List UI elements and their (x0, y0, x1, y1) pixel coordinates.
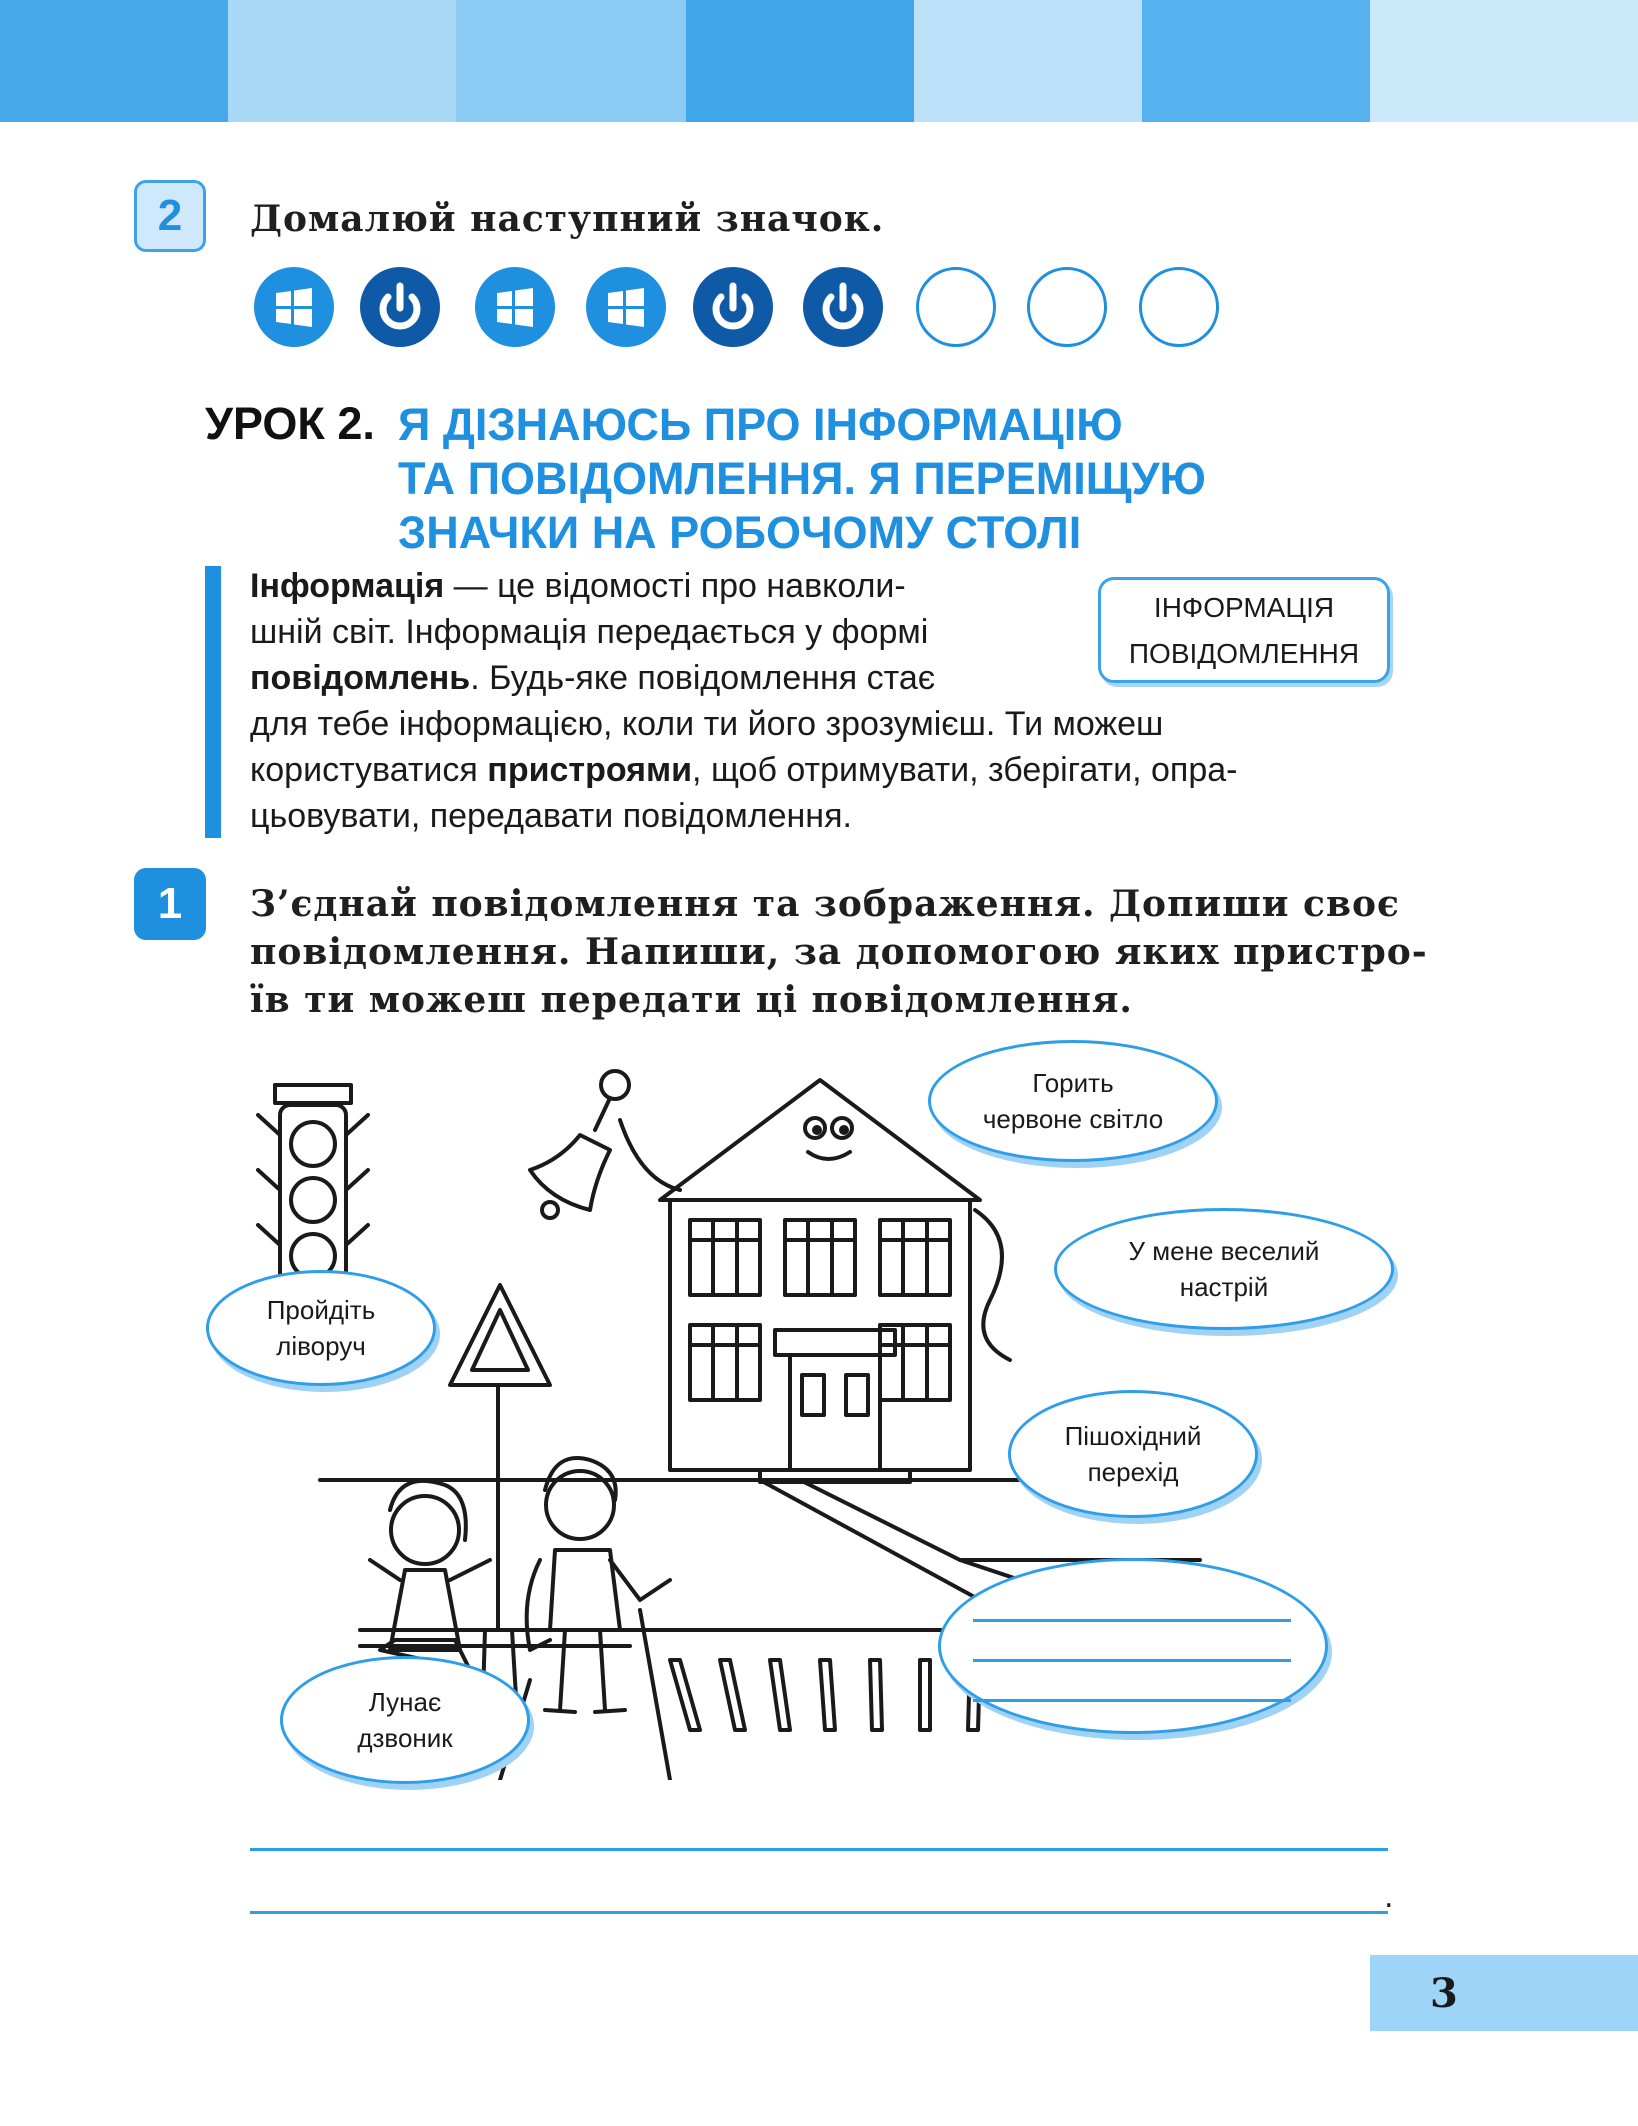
empty-circle-to-draw[interactable] (1027, 267, 1107, 347)
windows-icon (254, 267, 334, 347)
answer-line[interactable] (250, 1848, 1388, 1851)
power-icon (360, 267, 440, 347)
windows-icon (475, 267, 555, 347)
crosswalk (670, 1660, 980, 1730)
answer-line[interactable] (250, 1911, 1388, 1914)
bubble-own-message-input[interactable] (938, 1558, 1328, 1734)
bubble-mood[interactable] (1054, 1208, 1394, 1330)
lesson-title (398, 398, 1278, 560)
bell (530, 1071, 680, 1218)
band-segment (456, 0, 686, 122)
task-instruction-line: З’єднай повідомлення та зображення. Допиши своє (250, 883, 1400, 925)
bubble-text: ліворуч (276, 1331, 366, 1361)
empty-circle-to-draw[interactable] (916, 267, 996, 347)
bubble-bell-ringing[interactable] (280, 1656, 530, 1784)
term-messages: повідомлень (250, 659, 471, 697)
band-segment (1142, 0, 1370, 122)
page-number: 3 (1430, 1969, 1458, 2017)
lesson-label: УРОК 2. (205, 398, 375, 449)
band-segment (1370, 0, 1638, 122)
lesson-title-line: ТА ПОВІДОМЛЕННЯ. Я ПЕРЕМІЩУЮ (398, 453, 1206, 504)
bubble-text: настрій (1179, 1272, 1269, 1302)
band-segment (914, 0, 1142, 122)
info-text: — це відомості про навколи- (444, 567, 906, 605)
info-line: для тебе інформацією, коли ти його зрозумієш. Ти можеш (250, 705, 1164, 743)
bubble-text: перехід (1087, 1457, 1179, 1487)
info-line: цьовувати, передавати повідомлення. (250, 797, 852, 835)
key-term: ІНФОРМАЦІЯ (1153, 592, 1335, 623)
bubble-text: Пішохідний (1064, 1421, 1202, 1451)
bubble-text: Горить (1032, 1068, 1114, 1098)
key-terms-box (1098, 577, 1390, 683)
key-term: ПОВІДОМЛЕННЯ (1128, 638, 1360, 669)
term-devices: пристроями (487, 751, 693, 789)
page-number-tab (1370, 1955, 1638, 2031)
bubble-text: дзвоник (357, 1723, 453, 1753)
windows-icon (586, 267, 666, 347)
writing-line (973, 1619, 1291, 1622)
task-instruction-line: повідомлення. Напиши, за допомогою яких пристро- (250, 931, 1428, 973)
info-accent-bar (205, 566, 221, 838)
writing-line (973, 1659, 1291, 1662)
bubble-text: Пройдіть (266, 1295, 376, 1325)
task-instruction-line: їв ти можеш передати ці повідомлення. (250, 979, 1133, 1021)
power-icon (693, 267, 773, 347)
info-line (250, 655, 935, 701)
bubble-pedestrian-crossing[interactable] (1008, 1390, 1258, 1518)
bubble-text: червоне світло (982, 1104, 1164, 1134)
bubble-text: Лунає (368, 1687, 442, 1717)
band-segment (0, 0, 228, 122)
band-segment (228, 0, 456, 122)
bubble-text: У мене веселий (1128, 1236, 1320, 1266)
term-information: Інформація (250, 567, 445, 605)
writing-line (973, 1699, 1291, 1702)
empty-circle-to-draw[interactable] (1139, 267, 1219, 347)
task-instruction: Домалюй наступний значок. (250, 198, 885, 240)
info-line (250, 563, 906, 609)
band-segment (686, 0, 914, 122)
top-color-band (0, 0, 1638, 122)
bubble-red-light[interactable] (928, 1040, 1218, 1162)
power-icon (803, 267, 883, 347)
info-line: шній світ. Інформація передається у формі (250, 613, 929, 651)
lesson-title-line: ЗНАЧКИ НА РОБОЧОМУ СТОЛІ (398, 507, 1082, 558)
info-text: користуватися (250, 751, 488, 789)
task-number-badge: 1 (134, 868, 206, 940)
info-text: , щоб отримувати, зберігати, опра- (692, 751, 1238, 789)
school-building-with-face (660, 1080, 1010, 1482)
answer-period: . (1384, 1880, 1394, 1915)
info-line (250, 747, 1237, 793)
task-number-badge: 2 (134, 180, 206, 252)
info-text: . Будь-яке повідомлення стає (470, 659, 936, 697)
boy-character (527, 1458, 670, 1712)
bubble-turn-left[interactable] (206, 1270, 436, 1386)
lesson-title-line: Я ДІЗНАЮСЬ ПРО ІНФОРМАЦІЮ (398, 399, 1123, 450)
